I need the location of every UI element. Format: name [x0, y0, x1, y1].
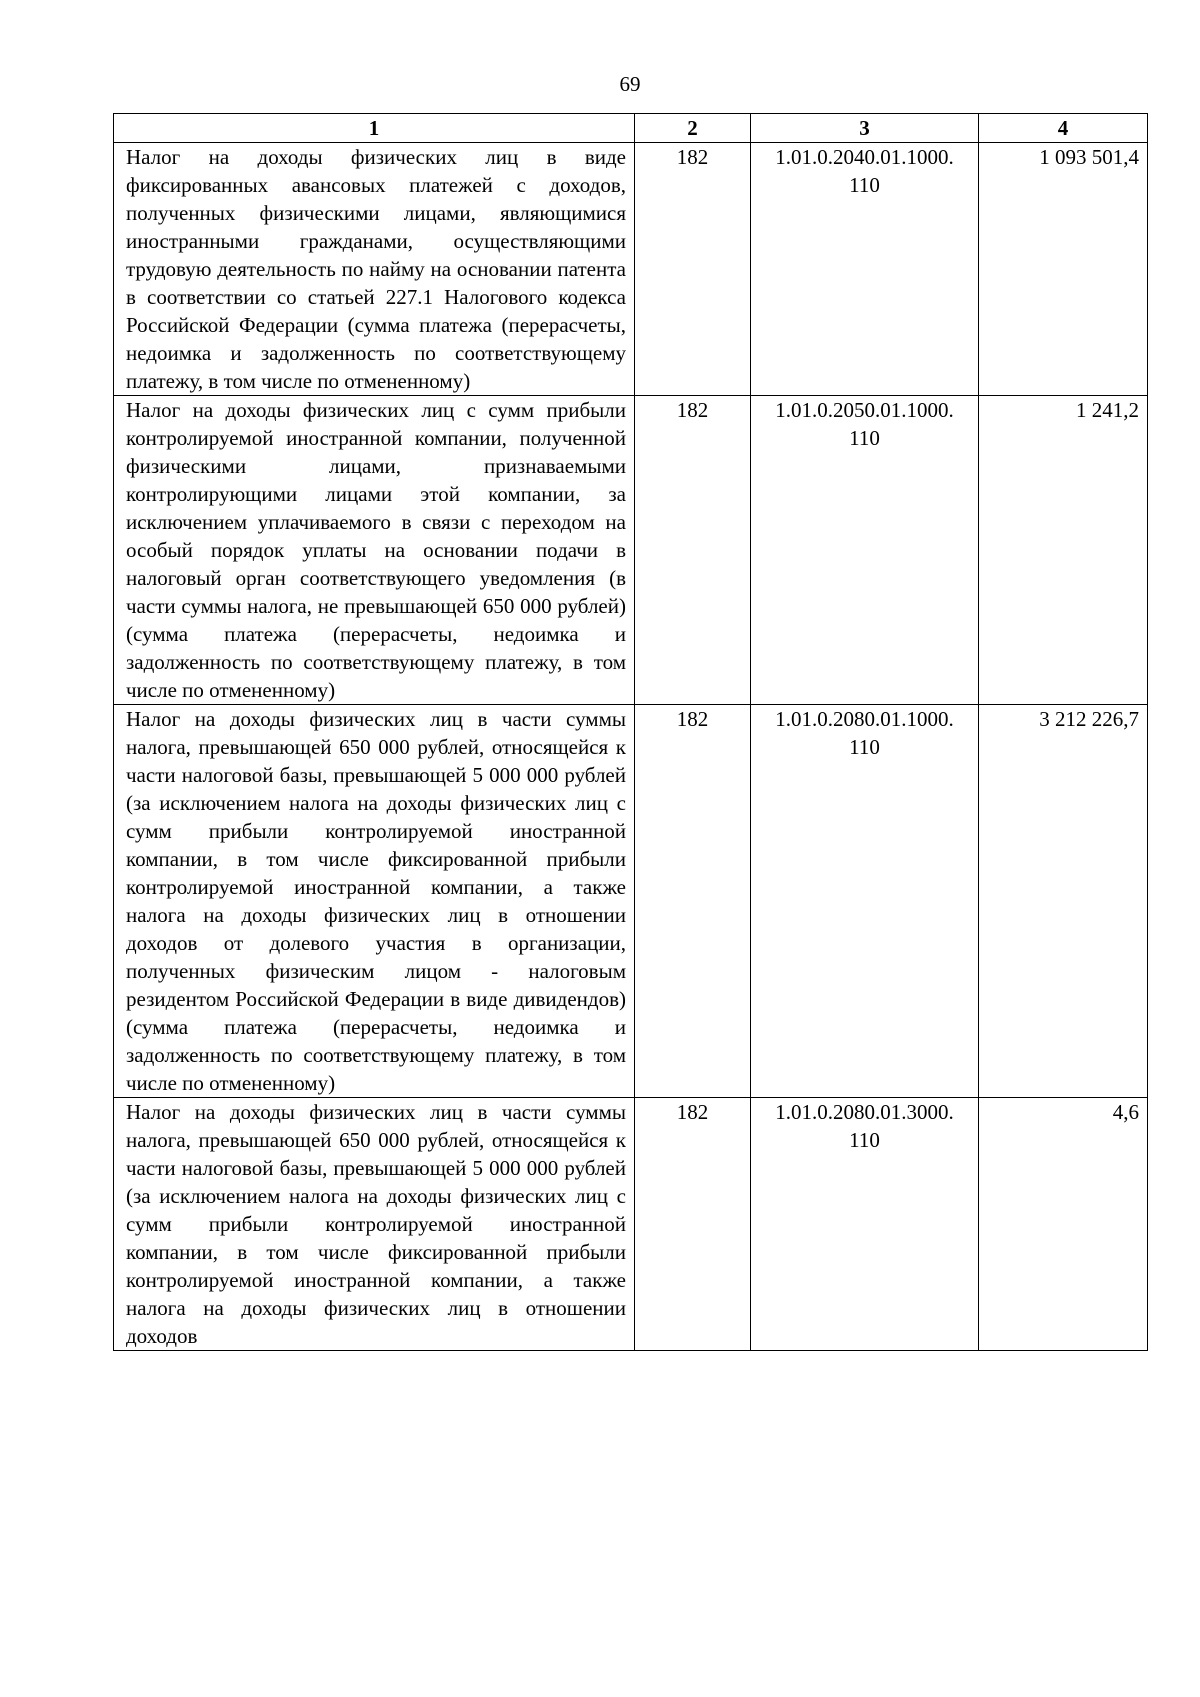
kbk-code-line: 1.01.0.2050.01.1000.: [775, 398, 954, 422]
budget-classification-code: [751, 705, 979, 1098]
administrator-code: 182: [635, 396, 751, 705]
income-description: Налог на доходы физических лиц в части суммы налога, превышающей 650 000 рублей, относящейся к части налоговой базы, превышающей 5 000 000 рублей (за исключением налога на доходы физических лиц с сумм прибыли контролируемой иностранной компании, в том числе фиксированной прибыли контролируемой иностранной компании, а также налога на доходы физических лиц в отношении доходов от долевого участия в организации, полученных физическим лицом - налоговым резидентом Российской Федерации в виде дивидендов) (сумма платежа (перерасчеты, недоимка и задолженность по соответствующему платежу, в том числе по отмененному): [114, 705, 635, 1098]
kbk-code-suffix: 110: [849, 426, 880, 450]
kbk-code-line: 1.01.0.2080.01.1000.: [775, 707, 954, 731]
administrator-code: 182: [635, 1098, 751, 1351]
table-row: [114, 396, 1148, 705]
column-header-4: 4: [979, 114, 1148, 143]
kbk-code-line: 1.01.0.2080.01.3000.: [775, 1100, 954, 1124]
budget-classification-code: [751, 1098, 979, 1351]
page-number: 69: [619, 72, 641, 96]
income-description: Налог на доходы физических лиц в виде фиксированных авансовых платежей с доходов, полученных физическими лицами, являющимися иностранными гражданами, осуществляющими трудовую деятельность по найму на основании патента в соответствии со статьей 227.1 Налогового кодекса Российской Федерации (сумма платежа (перерасчеты, недоимка и задолженность по соответствующему платежу, в том числе по отмененному): [114, 143, 635, 396]
column-header-2: 2: [635, 114, 751, 143]
administrator-code: 182: [635, 705, 751, 1098]
income-description: Налог на доходы физических лиц с сумм прибыли контролируемой иностранной компании, полученной физическими лицами, признаваемыми контролирующими лицами этой компании, за исключением уплачиваемого в связи с переходом на особый порядок уплаты на основании подачи в налоговый орган соответствующего уведомления (в части суммы налога, не превышающей 650 000 рублей) (сумма платежа (перерасчеты, недоимка и задолженность по соответствующему платежу, в том числе по отмененному): [114, 396, 635, 705]
kbk-code-line: 1.01.0.2040.01.1000.: [775, 145, 954, 169]
amount-value: 1 093 501,4: [979, 143, 1148, 396]
column-header-3: 3: [751, 114, 979, 143]
table-row: [114, 143, 1148, 396]
budget-classification-code: [751, 143, 979, 396]
table-row: [114, 705, 1148, 1098]
budget-classification-code: [751, 396, 979, 705]
revenue-table: [113, 113, 1148, 1351]
amount-value: 1 241,2: [979, 396, 1148, 705]
income-description: Налог на доходы физических лиц в части суммы налога, превышающей 650 000 рублей, относящейся к части налоговой базы, превышающей 5 000 000 рублей (за исключением налога на доходы физических лиц с сумм прибыли контролируемой иностранной компании, в том числе фиксированной прибыли контролируемой иностранной компании, а также налога на доходы физических лиц в отношении доходов: [114, 1098, 635, 1351]
kbk-code-suffix: 110: [849, 735, 880, 759]
table-header-row: [114, 114, 1148, 143]
column-header-1: 1: [114, 114, 635, 143]
kbk-code-suffix: 110: [849, 1128, 880, 1152]
amount-value: 3 212 226,7: [979, 705, 1148, 1098]
kbk-code-suffix: 110: [849, 173, 880, 197]
amount-value: 4,6: [979, 1098, 1148, 1351]
table-row: [114, 1098, 1148, 1351]
administrator-code: 182: [635, 143, 751, 396]
